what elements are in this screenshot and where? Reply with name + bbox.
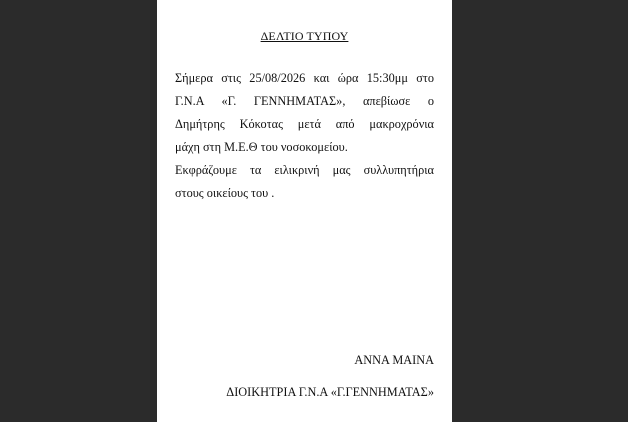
paragraph-line: Δημήτρης Κόκοτας μετά από μακροχρόνια bbox=[175, 117, 434, 131]
condolences-paragraph bbox=[175, 159, 434, 205]
paragraph-line: Σήμερα στις 25/08/2026 και ώρα 15:30μμ στο bbox=[175, 71, 434, 85]
signature-title: ΔΙΟΙΚΗΤΡΙΑ Γ.Ν.Α «Γ.ΓΕΝΝΗΜΑΤΑΣ» bbox=[226, 385, 434, 399]
paragraph-line: μάχη στη Μ.Ε.Θ του νοσοκομείου. bbox=[175, 140, 348, 154]
signature-name: ΑΝΝΑ ΜΑΙΝΑ bbox=[354, 353, 434, 367]
paragraph-line: Εκφράζουμε τα ειλικρινή μας συλλυπητήρια bbox=[175, 163, 434, 177]
document-page bbox=[157, 0, 452, 422]
announcement-paragraph bbox=[175, 67, 434, 159]
paragraph-line: Γ.Ν.Α «Γ. ΓΕΝΝΗΜΑΤΑΣ», απεβίωσε ο bbox=[175, 94, 434, 108]
document-body bbox=[175, 67, 434, 205]
paragraph-line: στους οικείους του . bbox=[175, 186, 275, 200]
press-release-title: ΔΕΛΤΙΟ ΤΥΠΟΥ bbox=[260, 29, 349, 43]
